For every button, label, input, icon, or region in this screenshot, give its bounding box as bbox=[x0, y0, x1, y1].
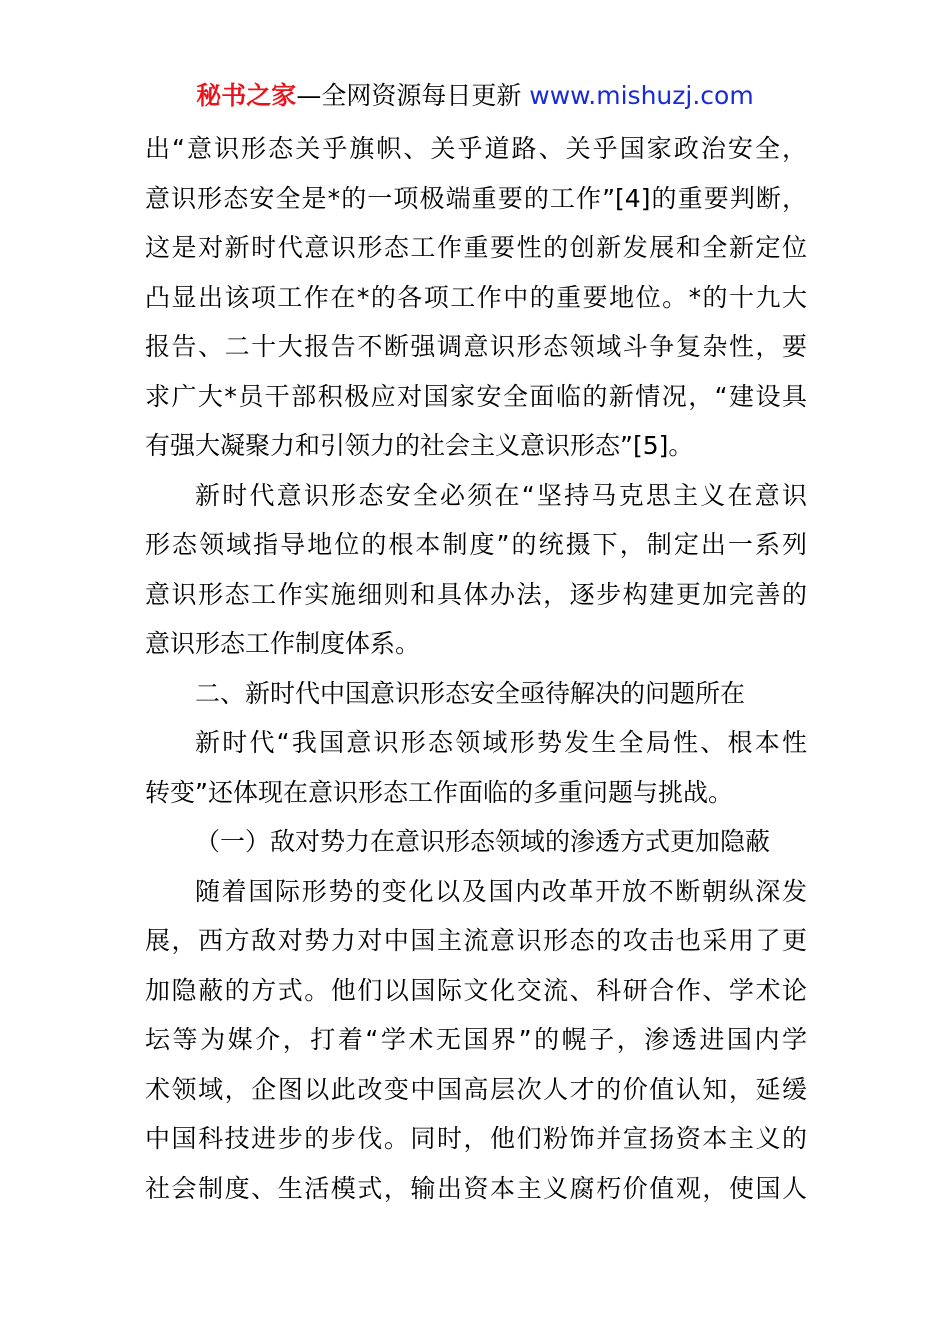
text-line: 报告、二十大报告不断强调意识形态领域斗争复杂性，要 bbox=[145, 332, 807, 361]
text-line: 意识形态工作实施细则和具体办法，逐步构建更加完善的 bbox=[145, 579, 807, 609]
document-body bbox=[145, 124, 807, 1213]
text-line: 有强大凝聚力和引领力的社会主义意识形态”[5]。 bbox=[145, 431, 694, 460]
text-line: 中国科技进步的步伐。同时，他们粉饰并宣扬资本主义的 bbox=[145, 1124, 807, 1153]
text-line: 二、新时代中国意识形态安全亟待解决的问题所在 bbox=[195, 678, 746, 708]
text-line: 新时代“我国意识形态领域形势发生全局性、根本性 bbox=[195, 728, 807, 757]
text-line: 转变”还体现在意识形态工作面临的多重问题与挑战。 bbox=[145, 777, 733, 807]
text-line: 出“意识形态关乎旗帜、关乎道路、关乎国家政治安全， bbox=[145, 134, 807, 163]
text-line: 坛等为媒介，打着“学术无国界”的幌子，渗透进国内学 bbox=[145, 1025, 807, 1054]
text-line: 展，西方敌对势力对中国主流意识形态的攻击也采用了更 bbox=[145, 926, 807, 955]
text-line: 凸显出该项工作在*的各项工作中的重要地位。*的十九大 bbox=[145, 282, 807, 312]
text-line: 社会制度、生活模式，输出资本主义腐朽价值观，使国人 bbox=[145, 1173, 807, 1203]
text-line: 求广大*员干部积极应对国家安全面临的新情况，“建设具 bbox=[145, 381, 807, 411]
text-line: 形态领域指导地位的根本制度”的统摄下，制定出一系列 bbox=[145, 530, 807, 559]
text-line: 术领域，企图以此改变中国高层次人才的价值认知，延缓 bbox=[145, 1074, 807, 1104]
text-line: 意识形态工作制度体系。 bbox=[145, 629, 421, 658]
text-line: （一）敌对势力在意识形态领域的渗透方式更加隐蔽 bbox=[195, 827, 771, 856]
text-line: 加隐蔽的方式。他们以国际文化交流、科研合作、学术论 bbox=[145, 975, 807, 1005]
brand-name: 秘书之家 bbox=[196, 81, 297, 110]
text-line: 意识形态安全是*的一项极端重要的工作”[4]的重要判断， bbox=[145, 183, 807, 213]
text-line: 新时代意识形态安全必须在“坚持马克思主义在意识 bbox=[195, 480, 807, 510]
text-line: 这是对新时代意识形态工作重要性的创新发展和全新定位 bbox=[145, 233, 807, 262]
site-watermark-header bbox=[0, 80, 950, 112]
website-link[interactable]: www.mishuzj.com bbox=[529, 81, 754, 110]
text-line: 随着国际形势的变化以及国内改革开放不断朝纵深发 bbox=[195, 876, 807, 906]
header-tagline: —全网资源每日更新 bbox=[296, 81, 530, 110]
